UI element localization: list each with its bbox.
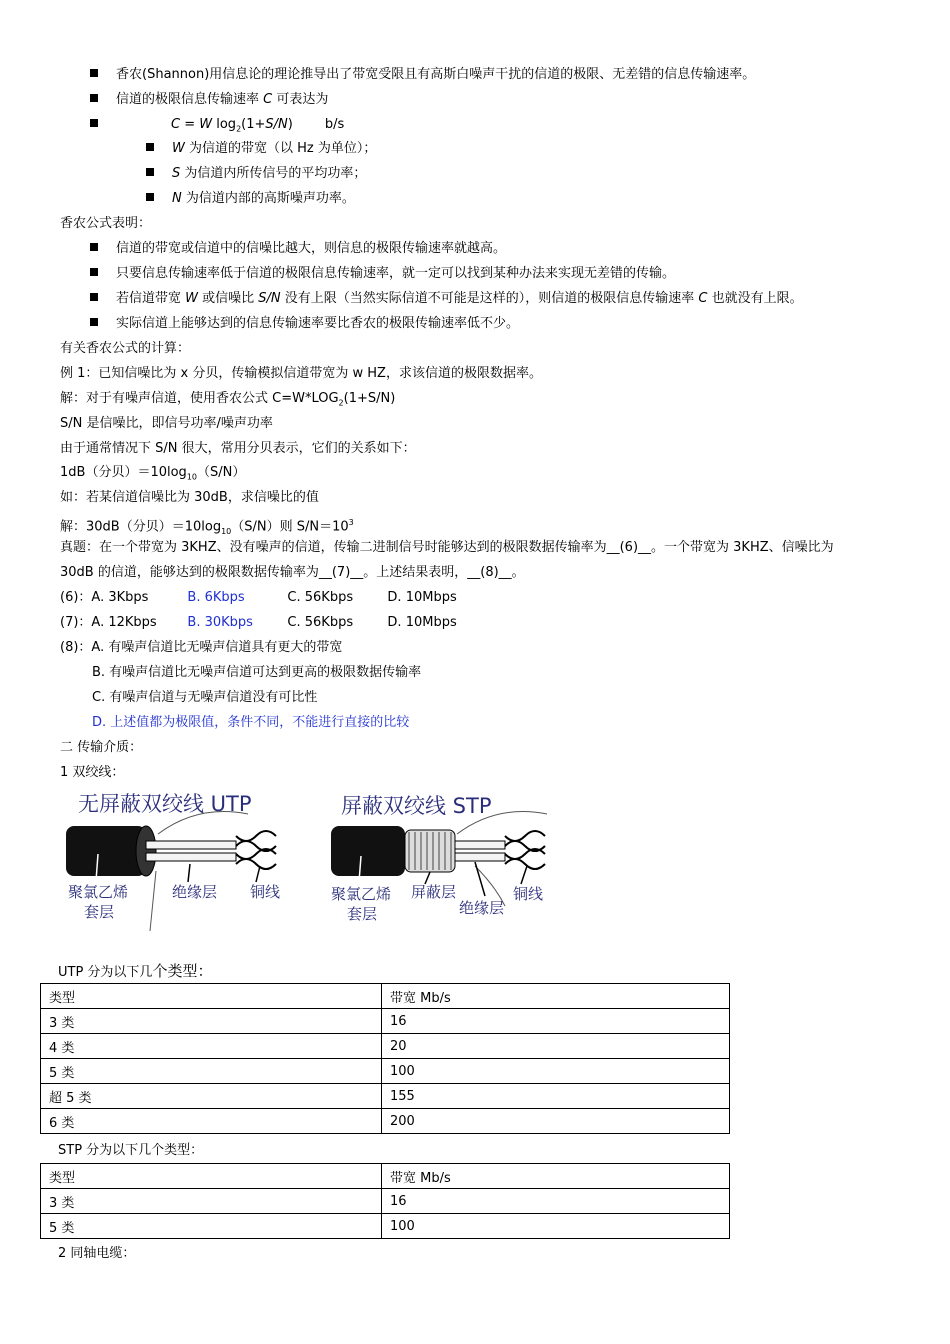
square-bullet-icon xyxy=(90,94,98,102)
q6-option-b-answer: B. 6Kbps xyxy=(187,590,245,605)
shannon-intro-bullet-2: 信道的极限信息传输速率 C 可表达为 xyxy=(90,91,328,109)
square-bullet-icon xyxy=(90,119,98,127)
q8-option-c: C. 有噪声信道与无噪声信道没有可比性 xyxy=(92,690,318,705)
table-row: 3 类 16 xyxy=(41,1189,730,1214)
square-bullet-icon xyxy=(90,293,98,301)
shannon-meaning-item-1: 信道的带宽或信道中的信噪比越大，则信息的极限传输速率就越高。 xyxy=(90,240,506,258)
exam-question-line-1: 真题：在一个带宽为 3KHZ、没有噪声的信道，传输二进制信号时能够达到的极限数据传输率为__(6)__。一个带宽为 3KHZ、信噪比为 xyxy=(60,540,834,555)
utp-copper-label: 铜线 xyxy=(250,883,281,901)
table-row: 4 类 20 xyxy=(41,1034,730,1059)
shannon-intro-bullet-1: 香农(Shannon)用信息论的理论推导出了带宽受限且有高斯白噪声干扰的信道的极限、无差错的信息传输速率。 xyxy=(90,66,755,84)
utp-insulation-label: 绝缘层 xyxy=(172,883,218,901)
q7-option-a: A. 12Kbps xyxy=(91,615,157,630)
square-bullet-icon xyxy=(146,193,154,201)
q6-options: (6)：A. 3Kbps B. 6Kbps C. 56Kbps D. 10Mbps xyxy=(60,590,457,605)
formula-def-S: S 为信道内所传信号的平均功率； xyxy=(146,165,366,183)
stp-jacket-label: 聚氯乙烯 套层 xyxy=(331,885,392,923)
table-row: 5 类 100 xyxy=(41,1059,730,1084)
exam-question-line-2: 30dB 的信道，能够达到的极限数据传输率为__(7)__。上述结果表明，__(8)__。 xyxy=(60,565,525,580)
shannon-meaning-heading: 香农公式表明： xyxy=(60,216,152,231)
calc-example-1: 例 1：已知信噪比为 x 分贝，传输模拟信道带宽为 w HZ，求该信道的极限数据率。 xyxy=(60,366,542,381)
utp-title: 无屏蔽双绞线 UTP xyxy=(78,792,252,816)
shannon-meaning-item-3: 若信道带宽 W 或信噪比 S/N 没有上限（当然实际信道不可能是这样的），则信道的极限信息传输速率 C 也就没有上限。 xyxy=(90,290,803,308)
shannon-formula-line: C = W $\log_2(1+S/N)$ b/s xyxy=(90,116,344,139)
formula-def-W: W 为信道的带宽（以 Hz 为单位）； xyxy=(146,140,376,158)
calc-db-formula: 1dB（分贝）$=10\log_{10}(S/N)$ xyxy=(60,465,246,482)
calc-example-2-solution: 解：30dB（分贝）$=10\log_{10}(S/N)$则 $S/N=10^3$ xyxy=(60,518,354,536)
calc-example-2: 如：若某信道信噪比为 30dB，求信噪比的值 xyxy=(60,490,319,505)
table-header-row: 类型 带宽 Mb/s xyxy=(41,1164,730,1189)
table-header-row: 类型 带宽 Mb/s xyxy=(41,984,730,1009)
q6-option-a: A. 3Kbps xyxy=(91,590,149,605)
square-bullet-icon xyxy=(146,168,154,176)
calc-heading: 有关香农公式的计算： xyxy=(60,341,191,356)
stp-figure xyxy=(325,786,565,936)
q7-options: (7)：A. 12Kbps B. 30Kbps C. 56Kbps D. 10Mbps xyxy=(60,615,457,630)
stp-types-table xyxy=(40,1163,730,1239)
calc-db-intro: 由于通常情况下 S/N 很大，常用分贝表示，它们的关系如下： xyxy=(60,441,416,456)
utp-types-heading: UTP 分为以下几个类型： xyxy=(58,962,213,980)
utp-jacket-label: 聚氯乙烯 套层 xyxy=(68,883,129,921)
media-heading: 二 传输介质： xyxy=(60,740,143,755)
utp-figure xyxy=(60,786,300,936)
q8-option-a: (8)：A. 有噪声信道比无噪声信道具有更大的带宽 xyxy=(60,640,343,655)
table-row: 超 5 类 155 xyxy=(41,1084,730,1109)
coax-heading: 2 同轴电缆： xyxy=(58,1246,136,1261)
stp-copper-label: 铜线 xyxy=(513,885,544,903)
square-bullet-icon xyxy=(90,69,98,77)
q7-option-b-answer: B. 30Kbps xyxy=(187,615,253,630)
stp-types-heading: STP 分为以下几个类型： xyxy=(58,1143,204,1158)
formula-def-N: N 为信道内部的高斯噪声功率。 xyxy=(146,190,355,208)
square-bullet-icon xyxy=(90,268,98,276)
stp-title: 屏蔽双绞线 STP xyxy=(341,794,492,818)
q6-option-c: C. 56Kbps xyxy=(287,590,354,605)
square-bullet-icon xyxy=(146,143,154,151)
square-bullet-icon xyxy=(90,243,98,251)
twisted-pair-heading: 1 双绞线： xyxy=(60,765,125,780)
calc-sn-definition: S/N 是信噪比，即信号功率/噪声功率 xyxy=(60,416,273,431)
stp-insulation-label: 绝缘层 xyxy=(459,899,505,917)
table-row: 5 类 100 xyxy=(41,1214,730,1239)
shannon-meaning-item-4: 实际信道上能够达到的信息传输速率要比香农的极限传输速率低不少。 xyxy=(90,315,519,333)
shannon-meaning-item-2: 只要信息传输速率低于信道的极限信息传输速率，就一定可以找到某种办法来实现无差错的传输。 xyxy=(90,265,675,283)
utp-types-table xyxy=(40,983,730,1134)
q7-option-d: D. 10Mbps xyxy=(387,615,457,630)
table-row: 6 类 200 xyxy=(41,1109,730,1134)
q7-option-c: C. 56Kbps xyxy=(287,615,354,630)
stp-shield-label: 屏蔽层 xyxy=(411,883,457,901)
calc-solution: 解：对于有噪声信道，使用香农公式 $C=W*LOG_2(1+S/N)$ xyxy=(60,391,396,408)
q6-option-d: D. 10Mbps xyxy=(387,590,457,605)
table-row: 3 类 16 xyxy=(41,1009,730,1034)
q8-option-b: B. 有噪声信道比无噪声信道可达到更高的极限数据传输率 xyxy=(92,665,422,680)
q8-option-d-answer: D. 上述值都为极限值，条件不同，不能进行直接的比较 xyxy=(92,715,410,730)
square-bullet-icon xyxy=(90,318,98,326)
